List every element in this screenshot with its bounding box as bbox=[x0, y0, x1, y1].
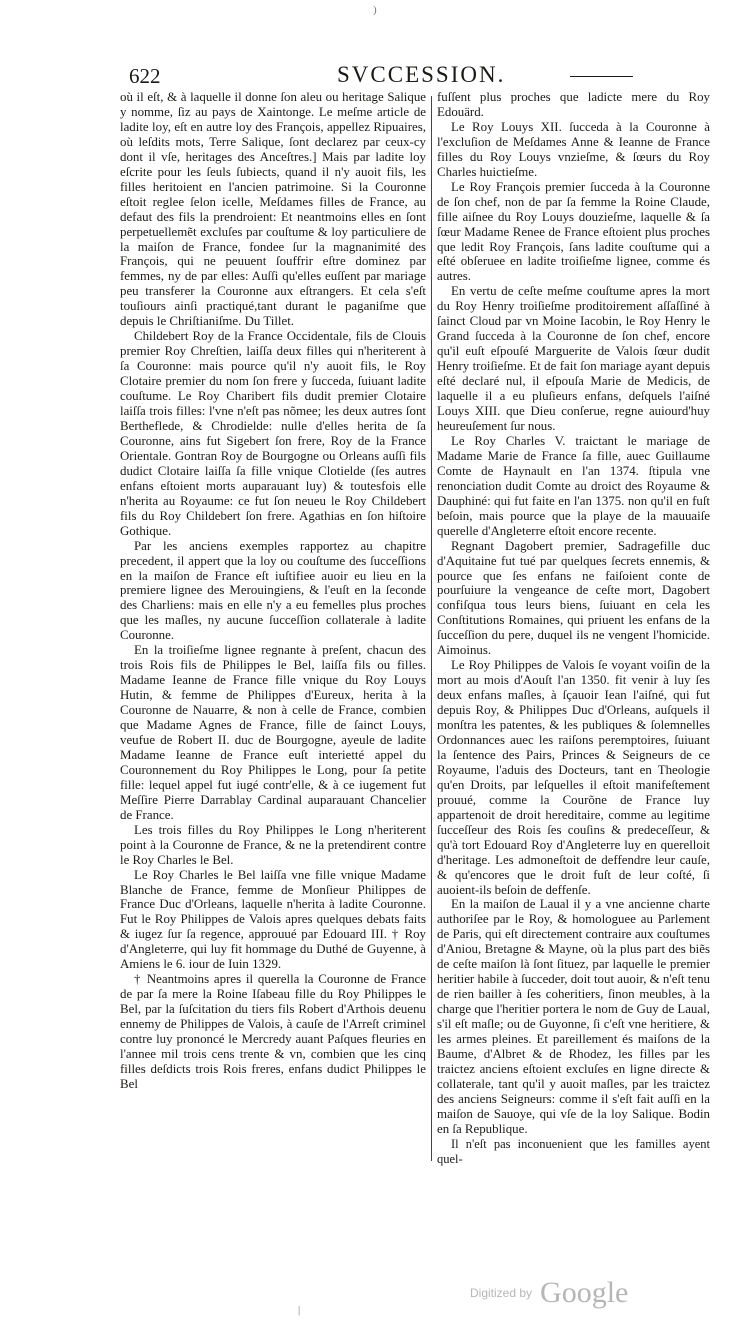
paragraph: Le Roy François premier ſucceda à la Couronne de ſon chef, non de par ſa femme la Roine Claude, fille aiſnee du Roy Louys douzieſme, laquelle & ſa ſœur Madame Renee de France eſtoient plus proches que ledit Roy François, ſans ladite couſtume qui a eſté obſeruee en ladite troiſieſme lignee, comme és autres. bbox=[437, 179, 710, 284]
paragraph: Le Roy Charles le Bel laiſſa vne fille vnique Madame Blanche de France, femme de Monſieur Philippes de France Duc d'Orleans, laquelle n'herita à ladite Couronne. Fut le Roy Philippes de Valois apres quelques debats faits & iugez ſur ſa regence, approuué par Edouard III. † Roy d'Angleterre, qui luy fit hommage du Duthé de Guyenne, à Amiens le 6. iour de Iuin 1329. bbox=[120, 867, 426, 972]
digitized-watermark bbox=[470, 1276, 628, 1310]
header-rule bbox=[570, 76, 633, 77]
paragraph: Il n'eſt pas inconuenient que les familles ayent quel- bbox=[437, 1136, 710, 1166]
paragraph: En vertu de ceſte meſme couſtume apres la mort du Roy Henry troiſieſme proditoirement aſſaſſiné à ſainct Cloud par vn Moine Iacobin, le Roy Henry le Grand ſucceda à la Couronne de ſon chef, encore qu'il euſt eſpouſé Marguerite de Valois ſœur dudit Henry troiſieſme. Et de fait ſon mariage ayant depuis eſté declaré nul, il eſpouſa Marie de Medicis, de laquelle il a eu pluſieurs enfans, deſquels l'aiſné Louys XIII. que Dieu conſerue, regne auiourd'huy heureuſement ſur nous. bbox=[437, 284, 710, 433]
column-divider bbox=[431, 96, 432, 1161]
page-number: 622 bbox=[129, 64, 161, 88]
paragraph: En la troiſieſme lignee regnante à preſent, chacun des trois Rois fils de Philippes le Bel, laiſſa fils ou filles. Madame Ieanne de France fille vnique du Roy Louys Hutin, & femme de Philippes d'Eureux, herita à la Couronne de Nauarre, & non à celle de France, combien que Madame Agnes de France, fille de ſainct Louys, veufue de Robert II. duc de Bourgogne, ayeule de ladite Madame Ieanne de France euſt interietté appel du Couronnement du Roy Philippes le Long, pour ſa petite fille: lequel appel fut iugé contr'elle, & à ce iugement fut Meſſire Pierre Darrablay Cardinal auparauant Chancelier de France. bbox=[120, 643, 426, 822]
right-column bbox=[437, 90, 710, 1180]
paragraph: Le Roy Charles V. traictant le mariage de Madame Marie de France ſa fille, auec Guillaume Comte de Haynault en l'an 1374. ſtipula vne renonciation dudit Comte au droict des Royaume & Dauphiné: qui fut faite en l'an 1375. non qu'il en fuſt beſoin, mais pource que la playe de la mauuaiſe querelle d'Angleterre eſtoit encore recente. bbox=[437, 433, 710, 538]
paragraph: fuſſent plus proches que ladicte mere du Roy Edouärd. bbox=[437, 90, 710, 119]
paragraph: Le Roy Philippes de Valois ſe voyant voiſin de la mort au mois d'Aouſt l'an 1350. fit venir à luy ſes deux enfans maſles, à ſçauoir Iean l'aiſné, qui fut depuis Roy, & Philippes Duc d'Orleans, auſquels il monſtra les patentes, & les publiques & ſolemnelles Ordonnances auec les raiſons peremptoires, ſuiuant la ſentence des Pairs, Princes & Seigneurs de ce Royaume, l'aduis des Docteurs, tant en Theologie qu'en Droits, par leſquelles il eſtoit manifeſtement prouué, comme la Courõne de France luy appartenoit de droit hereditaire, comme au legitime ſucceſſeur des Rois ſes couſins & predeceſſeur, & qu'à tort Edouard Roy d'Angleterre luy en querelloit d'heritage. Les admoneſtoit de deffendre leur cauſe, & qu'encores que le droit fuſt de leur coſté, ſi auoient-ils beſoin de deffenſe. bbox=[437, 658, 710, 897]
paragraph: Regnant Dagobert premier, Sadragefille duc d'Aquitaine fut tué par quelques ſecrets ennemis, & pource que ſes enfans ne faiſoient conte de pourſuiure la vengeance de ceſte mort, Dagobert confiſqua tous leurs biens, ſuiuant en cela les Conſtitutions Romaines, qui priuent les enfans de la ſucceſſion du pere, duquel ils ne vengent l'homicide. Aimoinus. bbox=[437, 538, 710, 658]
paragraph: † Neantmoins apres il querella la Couronne de France de par ſa mere la Roine Iſabeau fille du Roy Philippes le Bel, par la ſuſcitation du tiers fils Robert d'Arthois deuenu ennemy de Philippes de Valois, à cauſe de l'Arreſt criminel contre luy prononcé le Mercredy auant Paſques fleuries en l'annee mil trois cens trente & vn, combien que les cinq filles deſdicts trois Rois freres, enfans dudict Philippes le Bel bbox=[120, 972, 426, 1091]
bottom-margin-mark: | bbox=[298, 1304, 301, 1316]
paragraph: En la maiſon de Laual il y a vne ancienne charte authoriſee par le Roy, & homologuee au Parlement de Paris, qui eſt directement contraire aux couſtumes d'Aniou, Bretagne & Mayne, où la plus part des biẽs de ceſte maiſon là ſont ſituez, par laquelle le premier heritier habile à ſucceder, doit tout auoir, & n'eſt tenu de rien bailler à ſes coheritiers, ſinon meubles, à la charge que l'heritier portera le nom de Guy de Laual, s'il eſt maſle; ou de Guyonne, ſi c'eſt vne heritiere, & les armes pleines. Et pareillement és maiſons de la Baume, d'Albret & de Rhodez, les filles par les traictez anciens eſtoient excluſes en ligne directe & collaterale, tant qu'il y auoit maſles, par les traictez des anciens Seigneurs: comme il s'eſt fait auſſi en la maiſon de Sauoye, qui vſe de la loy Salique. Bodin en ſa Republique. bbox=[437, 897, 710, 1136]
google-logo: Google bbox=[540, 1276, 629, 1309]
paragraph: Par les anciens exemples rapportez au chapitre precedent, il appert que la loy ou couſtume des ſucceſſions en la maiſon de France eſt iuſtifiee auoir eu lieu en la premiere lignee des Merouingiens, & l'euſt en la ſeconde des Charliens: mais en elle n'y a eu femelles plus proches que les maſles, ny aucune ſucceſſion collaterale à ladite Couronne. bbox=[120, 538, 426, 643]
running-title: SVCCESSION. bbox=[337, 62, 506, 87]
top-margin-mark: ) bbox=[373, 4, 377, 16]
paragraph: Le Roy Louys XII. ſucceda à la Couronne à l'excluſion de Meſdames Anne & Ieanne de France filles du Roy Louys vnzieſme, & ſœurs du Roy Charles huictieſme. bbox=[437, 119, 710, 179]
paragraph: Childebert Roy de la France Occidentale, fils de Clouis premier Roy Chreſtien, laiſſa deux filles qui n'heriterent à ſa Couronne: mais pource qu'il n'y auoit fils, le Roy Clotaire premier du nom ſon frere y ſucceda, ſuiuant ladite couſtume. Le Roy Charibert fils dudit premier Clotaire laiſſa trois filles: l'vne n'eſt pas nõmee; les deux autres ſont Bertheflede, & Chrodielde: nulle d'elles herita de ſa Couronne, ains fut Sigebert ſon frere, Roy de la France Orientale. Gontran Roy de Bourgogne ou Orleans auſſi fils dudict Clotaire laiſſa ſa fille vnique Clotielde (ſes autres enfans eſtoient morts auparauant luy) & toutesfois elle n'herita au Royaume: ce fut ſon neueu le Roy Childebert fils du Roy Childebert ſon frere. Agathias en ſon hiſtoire Gothique. bbox=[120, 329, 426, 538]
paragraph: où il eſt, & à laquelle il donne ſon aleu ou heritage Salique y nomme, ſiz au pays de Xaintonge. Le meſme article de ladite loy, eſt en autre loy des François, appellez Ripuaires, où leſdits mots, Terre Salique, ſont declarez par ceux-cy dont il vſe, heritages des Anceſtres.] Mais par ladite loy eſcrite pour les ſeuls ſubiects, quand il n'y auoit fils, les filles heritoient en l'ancien patrimoine. Si la Couronne eſtoit reglee ſelon icelle, Meſdames filles de France, au defaut des fils la prendroient: Et neantmoins elles en ſont perpetuellemẽt excluſes par couſtume & loy particuliere de la maiſon de France, fondee ſur la magnanimité des François, qui ne peuuent ſouffrir eſtre dominez par femmes, ny de par elles: Auſſi qu'elles euſſent par mariage peu transferer la Couronne aux eſtrangers. Et cela s'eſt touſiours ainſi practiqué,tant durant le paganiſme que depuis le Chriſtianiſme. Du Tillet. bbox=[120, 90, 426, 329]
left-column bbox=[120, 90, 426, 1160]
paragraph: Les trois filles du Roy Philippes le Long n'heriterent point à la Couronne de France, & ne la pretendirent contre le Roy Charles le Bel. bbox=[120, 822, 426, 867]
watermark-prefix: Digitized by bbox=[470, 1286, 533, 1300]
